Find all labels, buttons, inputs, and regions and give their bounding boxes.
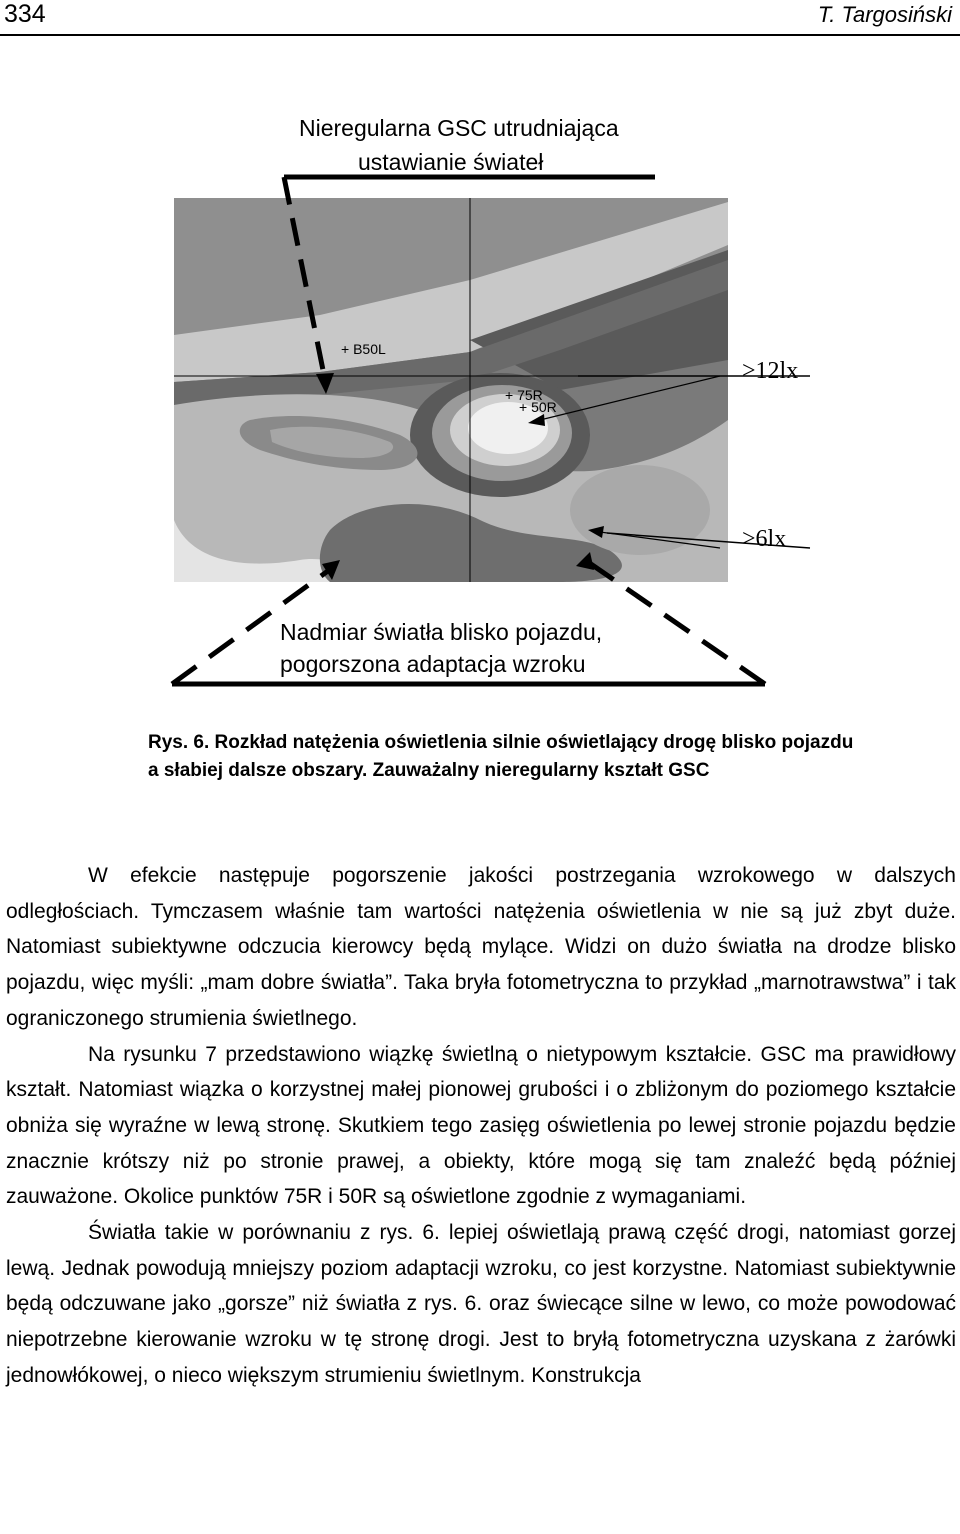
point-75r-label: + 75R	[505, 387, 543, 403]
page-number: 334	[4, 0, 46, 28]
lux-12-label: >12lx	[742, 358, 799, 384]
paragraph-3: Światła takie w porównaniu z rys. 6. lepiej oświetlają prawą część drogi, natomiast gorzej lewą. Jednak powodują mniejszy poziom adaptacji wzroku, co jest korzystne. Natomiast subiektywnie będą odczuwane jako „gorsze” niż światła z rys. 6. oraz świecące silne w lewo, co może powodować niepotrzebne kierowanie wzroku w tę stronę drogi. Jest to bryłą fotometryczna uzyskana z żarówki jednowłókowej, o nieco większym strumieniu świetlnym. Konstrukcja	[6, 1221, 956, 1387]
bottom-annotation-line1: Nadmiar światła blisko pojazdu,	[280, 619, 603, 645]
running-author: T. Targosiński	[817, 2, 952, 27]
top-annotation-line1: Nieregularna GSC utrudniająca	[299, 115, 619, 141]
point-b50l-label: + B50L	[341, 341, 386, 357]
bottom-annotation-line2: pogorszona adaptacja wzroku	[280, 651, 586, 677]
figure-isolux-plot	[0, 90, 960, 710]
figure-caption: Rys. 6. Rozkład natężenia oświetlenia silnie oświetlający drogę blisko pojazdu a słabiej dalsze obszary. Zauważalny nieregularny kształt GSC	[148, 732, 854, 781]
header-rule	[0, 34, 960, 36]
body-text	[6, 858, 956, 1394]
paragraph-1: W efekcie następuje pogorszenie jakości postrzegania wzrokowego w dalszych odległościach. Tymczasem właśnie tam wartości natężenia oświetlenia w nie są już zbyt duże. Natomiast subiektywne odczucia kierowcy będą mylące. Widzi on dużo światła na drodze blisko pojazdu, więc myśli: „mam dobre światła”. Taka bryła fotometryczna to przykład „marnotrawstwa” i tak ograniczonego strumienia świetlnego.	[6, 864, 956, 1030]
lux-6-label: >6lx	[742, 526, 787, 552]
paragraph-2: Na rysunku 7 przedstawiono wiązkę świetlną o nietypowym kształcie. GSC ma prawidłowy kształt. Natomiast wiązka o korzystnej małej pionowej grubości i o zbliżonym do poziomego kształcie obniża się wyraźne w lewą stronę. Skutkiem tego zasięg oświetlenia po lewej stronie pojazdu będzie znacznie krótszy niż po stronie prawej, a obiekty, które mogą się tam znaleźć będą później zauważone. Okolice punktów 75R i 50R są oświetlone zgodnie z wymaganiami.	[6, 1042, 956, 1209]
isolux-map	[174, 198, 728, 582]
top-annotation-line2: ustawianie świateł	[358, 149, 544, 175]
point-50r-label: + 50R	[519, 399, 557, 415]
